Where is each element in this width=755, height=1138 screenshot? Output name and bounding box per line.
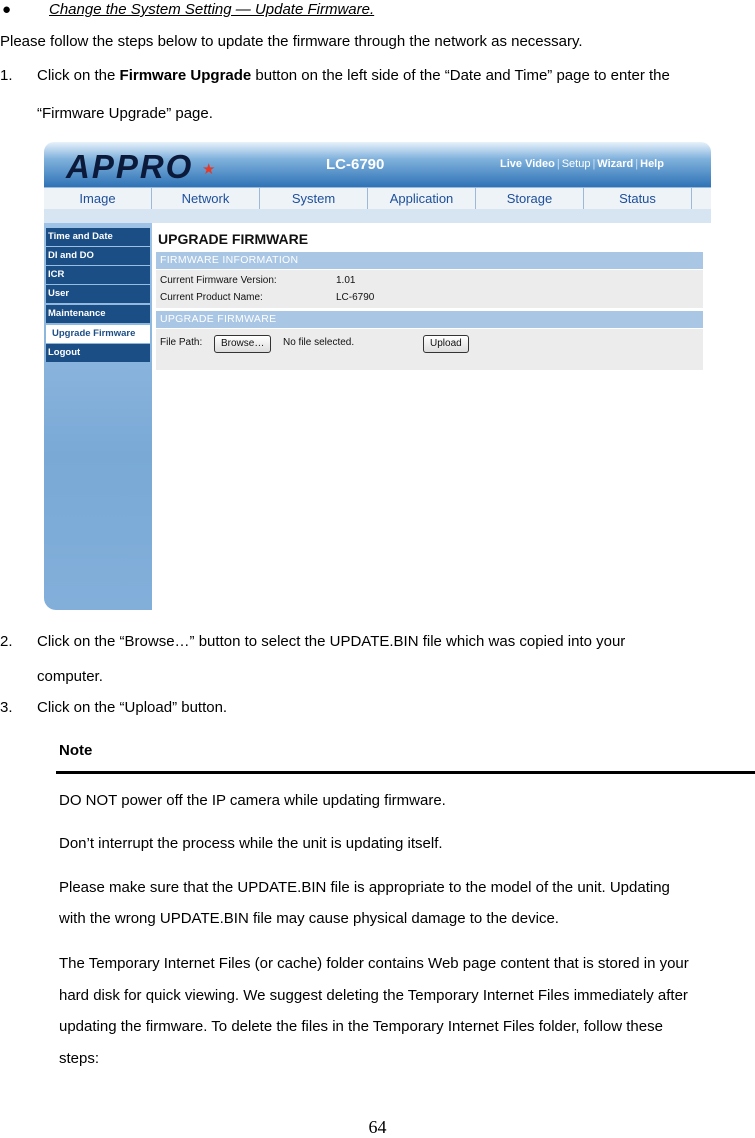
nav-separator: | — [592, 158, 596, 170]
note-paragraph: The Temporary Internet Files (or cache) folder contains Web page content that is stored in your — [59, 955, 689, 972]
star-icon: ★ — [202, 161, 216, 178]
step-3-number: 3. — [0, 699, 13, 716]
app-header — [44, 142, 711, 187]
main-tabs — [44, 187, 711, 210]
intro-text: Please follow the steps below to update the firmware through the network as necessary. — [0, 33, 583, 50]
step-1-text — [37, 66, 670, 85]
live-video-link[interactable]: Live Video — [500, 158, 555, 170]
main-content — [152, 223, 711, 610]
step-1-continuation: “Firmware Upgrade” page. — [37, 105, 213, 122]
top-nav — [500, 158, 664, 170]
sidebar — [44, 223, 152, 610]
sidebar-item-upgrade-firmware[interactable]: Upgrade Firmware — [46, 325, 150, 343]
current-version-label: Current Firmware Version: — [160, 275, 277, 286]
wizard-link[interactable]: Wizard — [597, 158, 634, 170]
tab-storage[interactable]: Storage — [476, 188, 584, 209]
step-1-post: button on the left side of the “Date and Time” page to enter the — [251, 67, 670, 84]
sidebar-item-logout[interactable]: Logout — [46, 344, 150, 362]
step-2-number: 2. — [0, 633, 13, 650]
setup-link[interactable]: Setup — [561, 158, 591, 170]
note-paragraph: steps: — [59, 1050, 100, 1067]
step-2-text: Click on the “Browse…” button to select the UPDATE.BIN file which was copied into your — [37, 633, 626, 650]
firmware-upgrade-screenshot — [44, 142, 711, 610]
sidebar-item-di-and-do[interactable]: DI and DO — [46, 247, 150, 265]
tab-system[interactable]: System — [260, 188, 368, 209]
firmware-info-panel — [156, 270, 703, 308]
nav-separator: | — [635, 158, 639, 170]
tab-network[interactable]: Network — [152, 188, 260, 209]
tab-status[interactable]: Status — [584, 188, 692, 209]
note-title: Note — [59, 742, 93, 759]
bullet: ● — [2, 1, 12, 18]
note-paragraph: updating the firmware. To delete the files in the Temporary Internet Files folder, follow these — [59, 1018, 663, 1035]
note-paragraph: Please make sure that the UPDATE.BIN file is appropriate to the model of the unit. Updating — [59, 879, 670, 896]
upgrade-panel — [156, 329, 703, 370]
step-1-bold: Firmware Upgrade — [119, 67, 252, 84]
current-version-value: 1.01 — [336, 275, 356, 286]
tab-application[interactable]: Application — [368, 188, 476, 209]
note-paragraph: Don’t interrupt the process while the unit is updating itself. — [59, 835, 443, 852]
tabs-spacer — [44, 209, 711, 223]
sidebar-item-icr[interactable]: ICR — [46, 266, 150, 284]
sidebar-item-maintenance[interactable]: Maintenance — [46, 305, 150, 323]
current-product-value: LC-6790 — [336, 292, 375, 303]
section-heading: Change the System Setting — Update Firmware. — [49, 1, 375, 18]
tab-image[interactable]: Image — [44, 188, 152, 209]
sidebar-item-user[interactable]: User — [46, 285, 150, 303]
current-product-label: Current Product Name: — [160, 292, 263, 303]
note-divider — [56, 771, 755, 774]
file-path-label: File Path: — [160, 337, 203, 348]
upload-button[interactable]: Upload — [423, 335, 469, 353]
step-1-number: 1. — [0, 67, 13, 84]
page-number: 64 — [368, 1117, 387, 1137]
step-1-pre: Click on the — [37, 67, 120, 84]
step-2-continuation: computer. — [37, 668, 103, 685]
firmware-info-header: FIRMWARE INFORMATION — [156, 252, 703, 269]
nav-separator: | — [556, 158, 560, 170]
appro-logo: APPRO — [66, 148, 194, 185]
note-paragraph: hard disk for quick viewing. We suggest deleting the Temporary Internet Files immediately after — [59, 987, 688, 1004]
no-file-text: No file selected. — [283, 337, 355, 348]
upgrade-firmware-header: UPGRADE FIRMWARE — [156, 311, 703, 328]
browse-button[interactable]: Browse… — [214, 335, 271, 353]
sidebar-item-time-and-date[interactable]: Time and Date — [46, 228, 150, 246]
note-paragraph: DO NOT power off the IP camera while updating firmware. — [59, 792, 446, 809]
note-paragraph: with the wrong UPDATE.BIN file may cause physical damage to the device. — [59, 910, 559, 927]
help-link[interactable]: Help — [640, 158, 664, 170]
page-title: UPGRADE FIRMWARE — [158, 231, 309, 247]
step-3-text: Click on the “Upload” button. — [37, 699, 228, 716]
model-name: LC-6790 — [326, 156, 385, 173]
